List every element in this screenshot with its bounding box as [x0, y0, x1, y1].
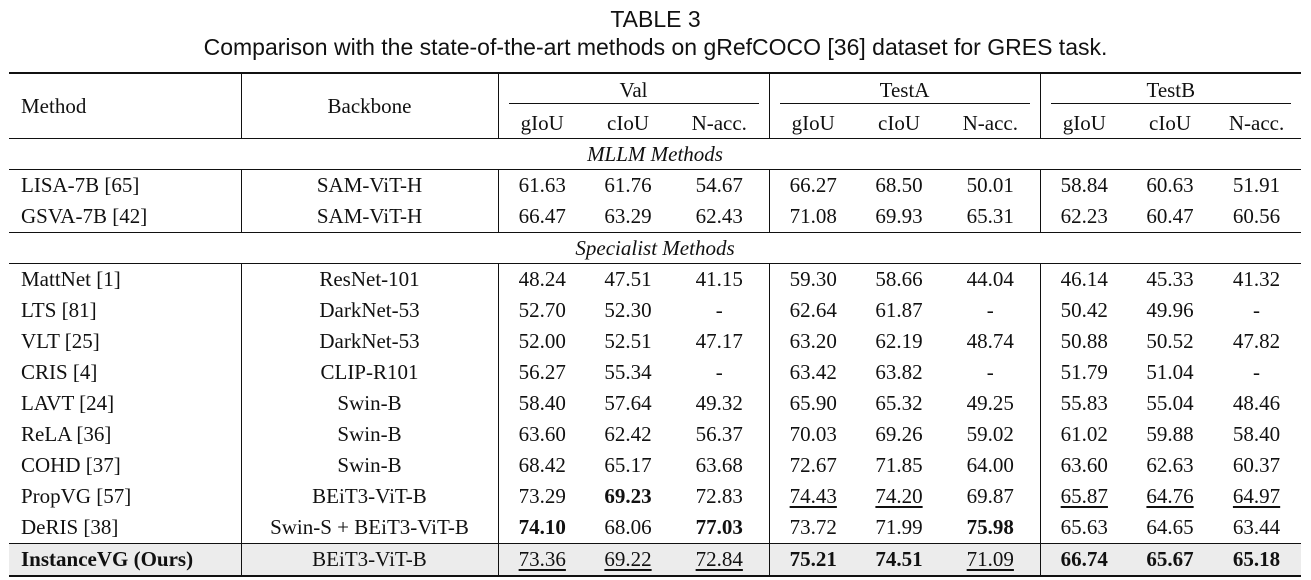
cell-value: 64.76	[1146, 484, 1194, 508]
cell-value: 41.15	[670, 264, 769, 296]
cell-value: 56.27	[498, 357, 586, 388]
cell-value: 66.74	[1040, 544, 1128, 577]
header-metric: cIoU	[607, 110, 649, 135]
cell-value: 65.18	[1212, 544, 1301, 577]
cell-value: 55.34	[604, 360, 652, 384]
cell-value: 65.32	[875, 391, 923, 415]
cell-backbone: SAM-ViT-H	[241, 201, 498, 233]
table-row	[9, 295, 1301, 326]
cell-value: 62.23	[1040, 201, 1128, 233]
cell-backbone: Swin-B	[241, 450, 498, 481]
cell-value: 61.63	[498, 170, 586, 202]
cell-method: GSVA-7B [42]	[21, 204, 148, 228]
cell-value: 74.51	[857, 544, 941, 577]
header-metric: cIoU	[1149, 110, 1192, 135]
table-row	[9, 264, 1301, 296]
cell-value: 63.68	[695, 453, 743, 477]
cell-backbone: Swin-B	[241, 388, 498, 419]
cell-value: -	[715, 360, 723, 384]
cell-value: 60.56	[1232, 204, 1281, 228]
cell-value: 47.17	[695, 329, 743, 353]
header-group-val: Val	[498, 73, 769, 108]
cell-value: 74.43	[769, 481, 857, 512]
cell-method: ReLA [36]	[21, 422, 112, 446]
cell-value: 72.83	[695, 484, 743, 508]
header-metric: gIoU	[498, 108, 586, 139]
cell-backbone: DarkNet-53	[241, 326, 498, 357]
cell-value: 56.37	[695, 422, 743, 446]
cell-method: PropVG [57]	[21, 484, 132, 508]
cell-value: 63.20	[769, 326, 857, 357]
header-method: Method	[21, 93, 87, 118]
section-header-row	[9, 233, 1301, 264]
header-metric: N-acc.	[962, 110, 1018, 135]
cell-value: 65.87	[1040, 481, 1128, 512]
cell-value: 65.67	[1128, 544, 1212, 577]
table-row	[9, 450, 1301, 481]
header-metric: cIoU	[878, 110, 920, 135]
cell-value: 44.04	[941, 264, 1040, 296]
cell-value: 60.63	[1128, 170, 1212, 202]
cell-backbone: Swin-S + BEiT3-ViT-B	[241, 512, 498, 544]
cell-value: 62.42	[604, 422, 652, 446]
cell-value: 68.06	[604, 515, 652, 539]
header-metric: N-acc.	[1228, 110, 1285, 135]
cell-value: 74.20	[875, 484, 923, 508]
cell-method: DeRIS [38]	[21, 515, 119, 539]
cell-value: 58.40	[1232, 422, 1281, 446]
cell-value: 69.93	[875, 204, 923, 228]
table-label: TABLE 3	[610, 6, 701, 32]
cell-value: 71.09	[941, 544, 1040, 577]
cell-value: -	[986, 298, 994, 322]
cell-value: 72.84	[670, 544, 769, 577]
cell-backbone: DarkNet-53	[241, 295, 498, 326]
cell-value: 60.47	[1146, 204, 1194, 228]
cell-value: 58.40	[498, 388, 586, 419]
cell-value: 55.04	[1146, 391, 1194, 415]
cell-value: -	[1253, 360, 1261, 384]
cell-value: 66.27	[769, 170, 857, 202]
cell-value: 59.30	[769, 264, 857, 296]
cell-value: 62.64	[769, 295, 857, 326]
cell-value: 75.98	[966, 515, 1014, 539]
cell-value: 69.87	[966, 484, 1014, 508]
cell-method: VLT [25]	[21, 329, 100, 353]
cell-value: 48.74	[966, 329, 1014, 353]
cell-value: 51.91	[1212, 170, 1301, 202]
cell-value: 62.63	[1146, 453, 1194, 477]
section-title: Specialist Methods	[9, 233, 1301, 264]
cell-value: 72.67	[769, 450, 857, 481]
section-header-row	[9, 139, 1301, 170]
cell-backbone: BEiT3-ViT-B	[241, 481, 498, 512]
cell-value: 58.84	[1040, 170, 1128, 202]
cell-value: 51.04	[1146, 360, 1194, 384]
cell-value: 51.79	[1040, 357, 1128, 388]
cell-value: 48.24	[498, 264, 586, 296]
cell-backbone: ResNet-101	[241, 264, 498, 296]
cell-value: 62.19	[875, 329, 923, 353]
cell-value: 65.63	[1040, 512, 1128, 544]
cell-value: 63.29	[604, 204, 652, 228]
cell-value: 64.97	[1232, 484, 1281, 508]
cell-value: 65.31	[966, 204, 1014, 228]
table-caption: Comparison with the state-of-the-art methods on gRefCOCO [36] dataset for GRES task.	[203, 34, 1108, 60]
header-group-testb: TestB	[1040, 73, 1301, 108]
cell-value: 55.83	[1040, 388, 1128, 419]
cell-value: 71.08	[769, 201, 857, 233]
cell-method: MattNet [1]	[9, 264, 241, 296]
cell-value: 52.30	[604, 298, 652, 322]
section-title: MLLM Methods	[9, 139, 1301, 170]
cell-value: 73.36	[498, 544, 586, 577]
header-metric: gIoU	[1040, 108, 1128, 139]
results-table	[9, 72, 1301, 577]
cell-value: 69.23	[604, 484, 652, 508]
cell-value: 54.67	[670, 170, 769, 202]
cell-value: 52.51	[604, 329, 652, 353]
cell-method: LTS [81]	[21, 298, 97, 322]
cell-value: 73.29	[498, 481, 586, 512]
cell-value: 73.72	[769, 512, 857, 544]
cell-value: 63.82	[875, 360, 923, 384]
header-backbone: Backbone	[241, 73, 498, 139]
cell-value: 50.52	[1146, 329, 1194, 353]
cell-value: 64.65	[1146, 515, 1194, 539]
cell-value: 59.88	[1146, 422, 1194, 446]
cell-value: 71.85	[875, 453, 923, 477]
cell-value: -	[1253, 298, 1261, 322]
cell-backbone: Swin-B	[241, 419, 498, 450]
cell-method: LISA-7B [65]	[9, 170, 241, 202]
cell-value: 77.03	[695, 515, 743, 539]
cell-value: 46.14	[1040, 264, 1128, 296]
cell-value: 63.60	[498, 419, 586, 450]
cell-value: -	[715, 298, 723, 322]
cell-value: 69.26	[875, 422, 923, 446]
cell-value: 41.32	[1212, 264, 1301, 296]
cell-value: 75.21	[769, 544, 857, 577]
cell-value: 48.46	[1232, 391, 1281, 415]
cell-value: 65.17	[604, 453, 652, 477]
cell-value: 49.96	[1146, 298, 1194, 322]
cell-value: 58.66	[857, 264, 941, 296]
header-row-groups	[9, 73, 1301, 108]
cell-value: 70.03	[769, 419, 857, 450]
cell-value: 71.99	[875, 515, 923, 539]
cell-value: 63.42	[769, 357, 857, 388]
table-row-ours	[9, 544, 1301, 577]
cell-value: 47.51	[586, 264, 670, 296]
cell-value: 57.64	[604, 391, 652, 415]
cell-backbone: SAM-ViT-H	[241, 170, 498, 202]
cell-value: 65.90	[769, 388, 857, 419]
cell-value: 49.25	[966, 391, 1014, 415]
cell-method: InstanceVG (Ours)	[9, 544, 241, 577]
cell-value: 63.44	[1232, 515, 1281, 539]
cell-value: 64.00	[966, 453, 1014, 477]
table-row	[9, 388, 1301, 419]
cell-value: 49.32	[695, 391, 743, 415]
table-row	[9, 170, 1301, 202]
cell-value: 68.42	[498, 450, 586, 481]
header-group-testa: TestA	[769, 73, 1040, 108]
cell-value: 69.22	[586, 544, 670, 577]
cell-value: 60.37	[1232, 453, 1281, 477]
cell-value: 74.10	[498, 512, 586, 544]
table-row	[9, 201, 1301, 233]
cell-value: 62.43	[695, 204, 743, 228]
cell-method: COHD [37]	[21, 453, 121, 477]
cell-method: LAVT [24]	[21, 391, 115, 415]
cell-value: 50.01	[941, 170, 1040, 202]
table-row	[9, 481, 1301, 512]
header-metric: gIoU	[769, 108, 857, 139]
cell-value: 61.76	[586, 170, 670, 202]
cell-value: 66.47	[498, 201, 586, 233]
cell-value: 61.02	[1040, 419, 1128, 450]
cell-backbone: CLIP-R101	[241, 357, 498, 388]
cell-value: 61.87	[875, 298, 923, 322]
table-row	[9, 357, 1301, 388]
cell-value: 45.33	[1128, 264, 1212, 296]
cell-value: 68.50	[857, 170, 941, 202]
cell-value: 50.88	[1040, 326, 1128, 357]
cell-value: 50.42	[1040, 295, 1128, 326]
cell-value: 52.70	[498, 295, 586, 326]
table-row	[9, 326, 1301, 357]
table-row	[9, 419, 1301, 450]
header-metric: N-acc.	[691, 110, 747, 135]
cell-value: 52.00	[498, 326, 586, 357]
cell-value: 59.02	[966, 422, 1014, 446]
cell-value: 47.82	[1232, 329, 1281, 353]
cell-value: -	[986, 360, 994, 384]
table-row	[9, 512, 1301, 544]
cell-method: CRIS [4]	[21, 360, 98, 384]
cell-backbone: BEiT3-ViT-B	[241, 544, 498, 577]
cell-value: 63.60	[1040, 450, 1128, 481]
